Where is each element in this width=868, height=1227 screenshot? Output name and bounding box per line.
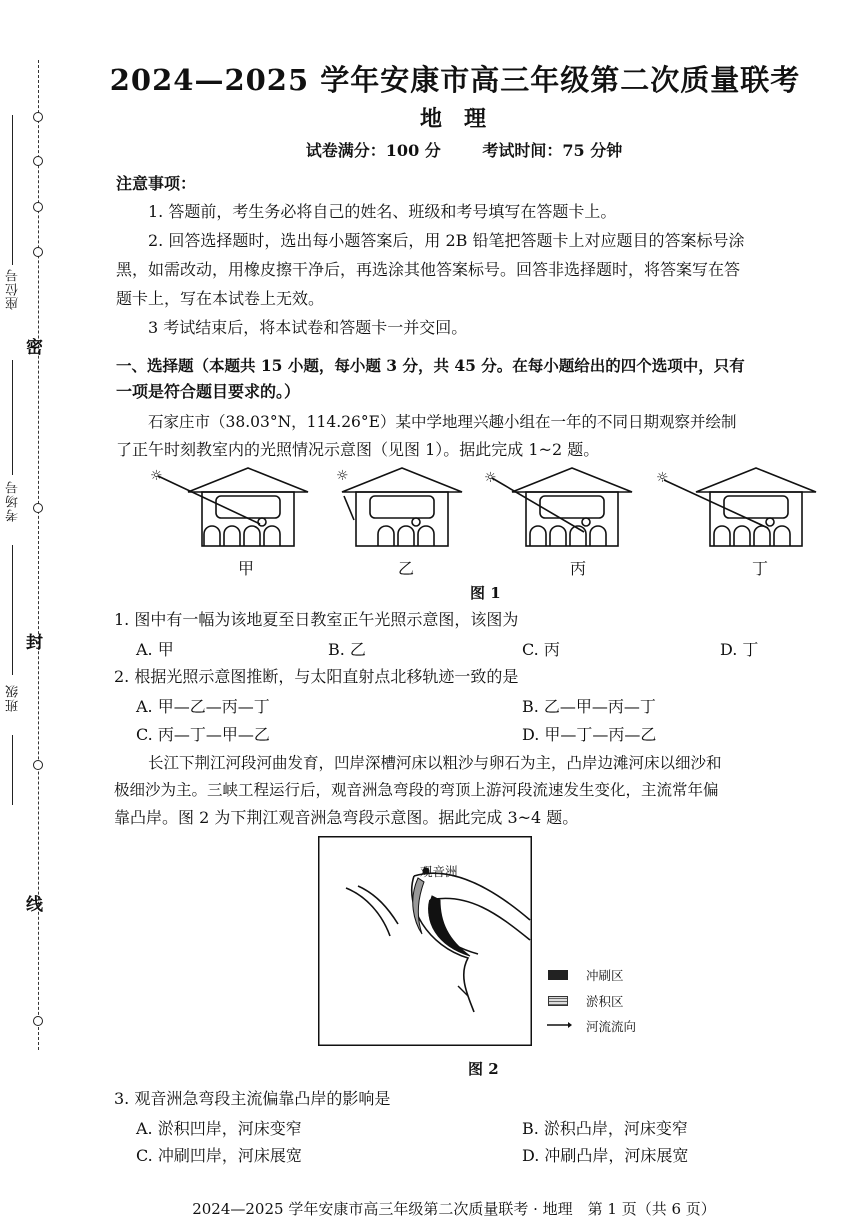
passage-2: 长江下荆江河段河曲发育，凹岸深槽河床以粗沙与卵石为主，凸岸边滩河床以细沙和 bbox=[148, 754, 722, 772]
q1-option-a[interactable]: A. 甲 bbox=[136, 640, 174, 659]
q1-option-b[interactable]: B. 乙 bbox=[328, 640, 366, 659]
notice-item: 题卡上，写在本试卷上无效。 bbox=[116, 289, 325, 308]
section-heading: 一、选择题（本题共 15 小题，每小题 3 分，共 45 分。在每小题给出的四个选项中，只有 bbox=[116, 356, 745, 375]
house-jia bbox=[158, 468, 308, 546]
place-label: 观音洲 bbox=[420, 864, 458, 879]
legend-arrow-icon bbox=[546, 1020, 572, 1030]
q2-option-c[interactable]: C. 丙—丁—甲—乙 bbox=[136, 725, 270, 744]
sun-icon: ☼ bbox=[150, 468, 163, 484]
house-caption-yi: 乙 bbox=[398, 559, 415, 578]
exam-room-label: 考场号 bbox=[6, 480, 21, 522]
passage-2-cont: 极细沙为主。三峡工程运行后，观音洲急弯段的弯顶上游河段流速发生变化，主流常年偏 bbox=[114, 781, 719, 799]
sun-icon: ☼ bbox=[484, 470, 497, 486]
full-score: 试卷满分：100 分 bbox=[305, 141, 441, 160]
q2-option-b[interactable]: B. 乙—甲—丙—丁 bbox=[522, 697, 656, 716]
seal-char-feng: 封 bbox=[26, 633, 43, 653]
binding-hole bbox=[33, 503, 43, 513]
subject-title: 地理 bbox=[419, 106, 508, 132]
figure-2-caption: 图 2 bbox=[468, 1060, 499, 1078]
notice-heading: 注意事项： bbox=[116, 174, 197, 193]
name-field bbox=[12, 735, 13, 805]
question-3-stem: 3. 观音洲急弯段主流偏靠凸岸的影响是 bbox=[114, 1089, 391, 1108]
seat-number-label: 座位号 bbox=[6, 268, 21, 310]
exam-meta bbox=[0, 138, 868, 161]
exam-room-field bbox=[12, 360, 13, 475]
q3-option-d[interactable]: D. 冲刷凸岸，河床展宽 bbox=[522, 1146, 689, 1165]
sun-icon: ☼ bbox=[336, 468, 349, 484]
passage-1-cont: 了正午时刻教室内的光照情况示意图（见图 1）。据此完成 1~2 题。 bbox=[116, 440, 600, 459]
question-1-stem: 1. 图中有一幅为该地夏至日教室正午光照示意图，该图为 bbox=[114, 610, 519, 629]
legend-swatch-deposition bbox=[548, 996, 568, 1006]
house-caption-ding: 丁 bbox=[752, 559, 769, 578]
q2-option-d[interactable]: D. 甲—丁—丙—乙 bbox=[522, 725, 657, 744]
figure-1-diagram bbox=[140, 462, 850, 562]
passage-1: 石家庄市（38.03°N，114.26°E）某中学地理兴趣小组在一年的不同日期观察并绘制 bbox=[148, 413, 737, 431]
legend-label-erosion: 冲刷区 bbox=[586, 968, 624, 983]
notice-item: 3 考试结束后，将本试卷和答题卡一并交回。 bbox=[148, 318, 468, 337]
class-field bbox=[12, 545, 13, 675]
q1-option-d[interactable]: D. 丁 bbox=[720, 640, 759, 659]
house-bing bbox=[492, 468, 632, 546]
binding-hole bbox=[33, 247, 43, 257]
house-ding bbox=[664, 468, 816, 546]
seal-char-mi: 密 bbox=[26, 338, 43, 358]
house-caption-bing: 丙 bbox=[570, 559, 587, 578]
sun-icon: ☼ bbox=[656, 470, 669, 486]
binding-hole bbox=[33, 760, 43, 770]
notice-item: 1. 答题前，考生务必将自己的姓名、班级和考号填写在答题卡上。 bbox=[148, 202, 617, 221]
q3-option-b[interactable]: B. 淤积凸岸，河床变窄 bbox=[522, 1119, 688, 1138]
q2-option-a[interactable]: A. 甲—乙—丙—丁 bbox=[136, 697, 270, 716]
passage-2-cont: 靠凸岸。图 2 为下荆江观音洲急弯段示意图。据此完成 3~4 题。 bbox=[114, 808, 579, 827]
notice-item: 2. 回答选择题时，选出每小题答案后，用 2B 铅笔把答题卡上对应题目的答案标号涂 bbox=[148, 231, 745, 250]
binding-hole bbox=[33, 1016, 43, 1026]
q3-option-a[interactable]: A. 淤积凹岸，河床变窄 bbox=[136, 1119, 302, 1138]
exam-title: 2024—2025 学年安康市高三年级第二次质量联考 bbox=[109, 63, 801, 97]
house-yi bbox=[342, 468, 462, 546]
seal-char-xian: 线 bbox=[26, 895, 43, 915]
notice-item: 黑，如需改动，用橡皮擦干净后，再选涂其他答案标号。回答非选择题时，将答案写在答 bbox=[116, 260, 741, 279]
legend-swatch-erosion bbox=[548, 970, 568, 980]
page-footer: 2024—2025 学年安康市高三年级第二次质量联考 · 地理 第 1 页（共 6 页） bbox=[192, 1200, 716, 1218]
binding-hole bbox=[33, 202, 43, 212]
section-heading-cont: 一项是符合题目要求的。） bbox=[116, 382, 301, 401]
q3-option-c[interactable]: C. 冲刷凹岸，河床展宽 bbox=[136, 1146, 302, 1165]
figure-1-caption: 图 1 bbox=[470, 584, 501, 602]
question-2-stem: 2. 根据光照示意图推断，与太阳直射点北移轨迹一致的是 bbox=[114, 667, 519, 686]
exam-time: 考试时间：75 分钟 bbox=[482, 141, 623, 160]
legend-label-deposition: 淤积区 bbox=[586, 994, 624, 1009]
class-label: 班级 bbox=[6, 684, 21, 712]
legend-label-flow: 河流流向 bbox=[586, 1019, 637, 1034]
house-caption-jia: 甲 bbox=[238, 559, 255, 578]
q1-option-c[interactable]: C. 丙 bbox=[522, 640, 560, 659]
